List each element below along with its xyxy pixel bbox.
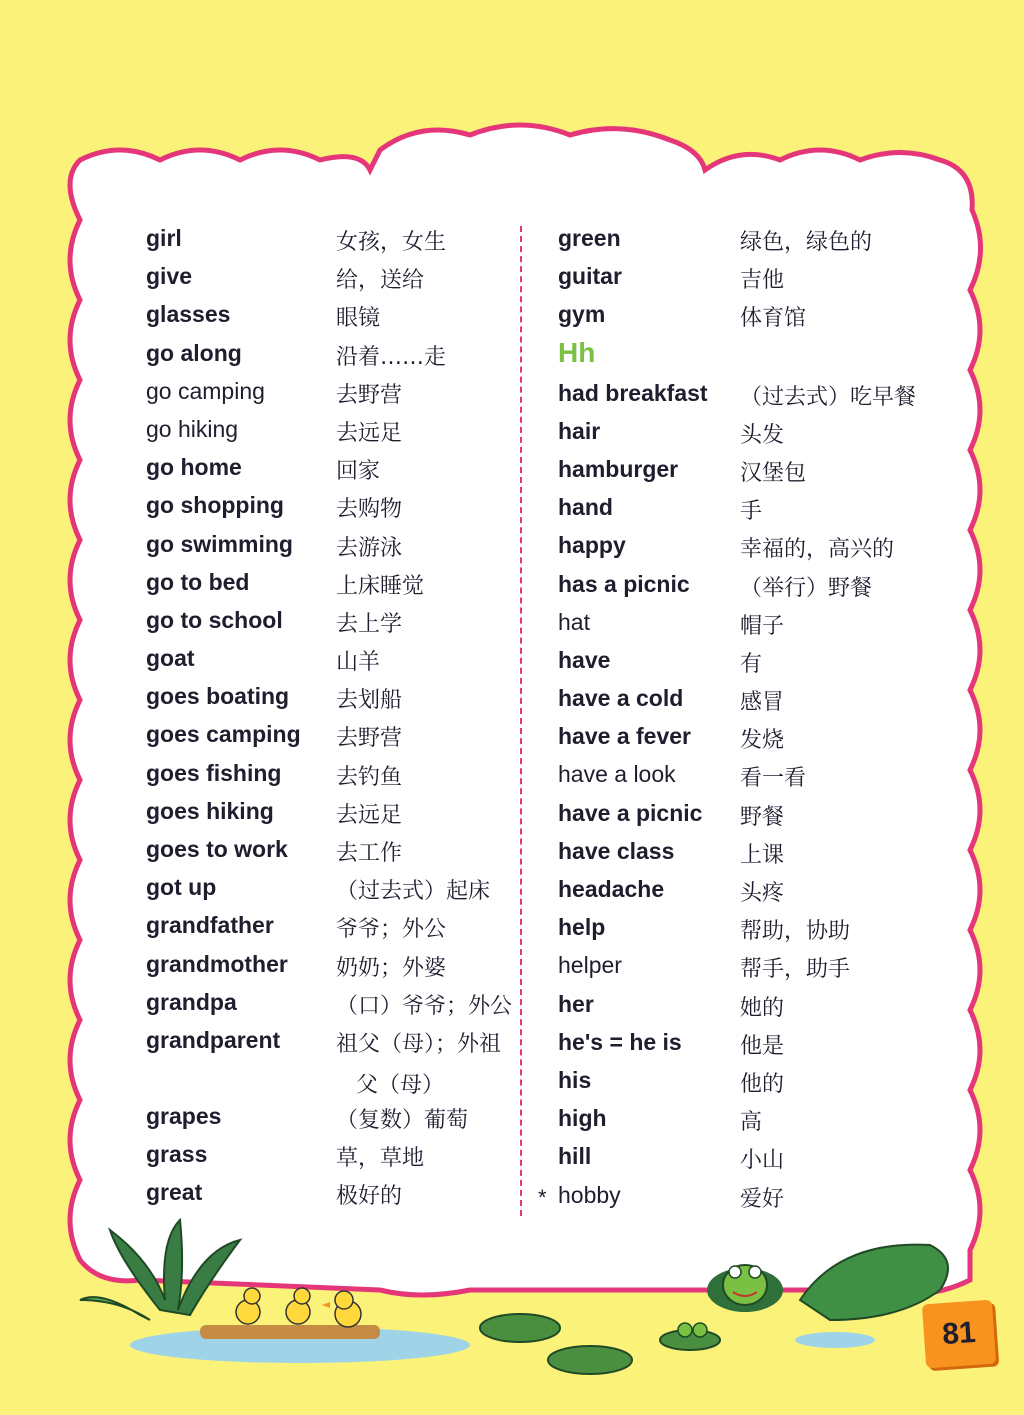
entry-english: happy <box>558 532 626 559</box>
entry-goes-fishing <box>146 755 506 793</box>
entry-great <box>146 1174 506 1212</box>
entry-have-a-cold <box>558 680 938 718</box>
entry-chinese: 帽子 <box>740 613 785 639</box>
right-word-column <box>538 220 938 1215</box>
entry-guitar <box>558 258 938 296</box>
entry-happy <box>558 527 938 565</box>
entry-chinese: 他是 <box>740 1033 785 1059</box>
ducks-illustration <box>130 1288 470 1363</box>
entry-gym <box>558 296 938 334</box>
entry-go-shopping <box>146 487 506 525</box>
entry-english: goes fishing <box>146 759 282 786</box>
entry-her <box>558 986 938 1024</box>
entry-english: have a fever <box>558 723 691 750</box>
entry-english: help <box>558 914 606 941</box>
entry-chinese: 小山 <box>740 1148 785 1174</box>
entry-chinese: 头发 <box>740 422 785 448</box>
entry-hand <box>558 489 938 527</box>
entry-goes-to-work <box>146 831 506 869</box>
entry-english: have a cold <box>558 685 684 712</box>
entry-hobby <box>538 1177 938 1215</box>
entry-english: helper <box>558 952 622 979</box>
entry-chinese: （过去式）起床 <box>336 879 491 905</box>
entry-english: headache <box>558 876 665 902</box>
entry-english: give <box>146 263 193 290</box>
entry-english: hamburger <box>558 455 679 482</box>
entry-chinese: 草，草地 <box>336 1146 425 1172</box>
entry-english: go along <box>146 339 242 366</box>
entry-english: goes to work <box>146 836 288 862</box>
entry-chinese: 去工作 <box>336 841 403 866</box>
entry-chinese: 去游泳 <box>336 535 403 561</box>
entry-chinese: （口）爷爷；外公 <box>336 993 513 1019</box>
entry-give <box>146 258 506 296</box>
entry-go-to-school <box>146 602 506 640</box>
entry-chinese-line1: 祖父（母）；外祖 <box>336 1031 502 1057</box>
entry-chinese: （复数）葡萄 <box>336 1107 469 1133</box>
entry-go-camping <box>146 373 506 411</box>
entry-english: goes camping <box>146 721 301 748</box>
entry-chinese: 去远足 <box>336 420 403 446</box>
entry-chinese: 帮手，助手 <box>740 957 851 983</box>
entry-go-swimming <box>146 526 506 564</box>
entry-got-up <box>146 869 506 907</box>
entry-hes <box>558 1024 938 1062</box>
entry-english: girl <box>146 225 182 251</box>
entry-chinese: 去上学 <box>336 611 403 637</box>
entry-chinese: 眼镜 <box>336 306 381 332</box>
entry-chinese: 去钓鱼 <box>336 764 403 790</box>
column-divider <box>520 226 522 1216</box>
entry-high <box>558 1100 938 1138</box>
entry-chinese: 回家 <box>336 459 381 485</box>
entry-help <box>558 909 938 947</box>
entry-english: go hiking <box>146 415 239 442</box>
entry-english: got up <box>146 874 217 901</box>
entry-hamburger <box>558 451 938 489</box>
entry-chinese: 手 <box>740 499 763 525</box>
entry-chinese: 绿色，绿色的 <box>740 230 873 255</box>
entry-headache <box>558 871 938 909</box>
entry-english: high <box>558 1105 607 1132</box>
entry-have-a-fever <box>558 718 938 756</box>
entry-english: hand <box>558 494 613 521</box>
entry-chinese: 去野营 <box>336 726 403 752</box>
entry-grandfather <box>146 907 506 945</box>
entry-english: have a picnic <box>558 799 703 826</box>
page-number: 81 <box>922 1300 996 1369</box>
entry-have-a-look <box>558 756 938 794</box>
entry-goes-boating <box>146 678 506 716</box>
entry-english: goes boating <box>146 683 290 710</box>
entry-chinese: 给，送给 <box>336 268 425 294</box>
entry-english: goes hiking <box>146 797 274 824</box>
entry-chinese: 体育馆 <box>740 306 807 332</box>
entry-english: glasses <box>146 301 231 328</box>
entry-had-breakfast <box>558 375 938 413</box>
entry-english: grapes <box>146 1102 222 1129</box>
entry-english: go to bed <box>146 568 250 595</box>
section-heading-text: Hh <box>558 336 596 368</box>
entry-chinese: 去购物 <box>336 497 403 523</box>
entry-english: grandfather <box>146 912 274 939</box>
entry-chinese: 头疼 <box>740 881 785 906</box>
entry-go-along <box>146 335 506 373</box>
entry-chinese: 高 <box>740 1110 763 1136</box>
entry-chinese: 去野营 <box>336 382 403 408</box>
entry-grandpa <box>146 984 513 1022</box>
entry-english: grass <box>146 1141 208 1168</box>
entry-helper <box>558 947 938 985</box>
entry-english: have class <box>558 837 675 864</box>
entry-chinese: 山羊 <box>336 650 381 676</box>
entry-english: goat <box>146 645 195 672</box>
entry-chinese <box>336 1027 501 1099</box>
entry-english: guitar <box>558 263 622 290</box>
entry-english: had breakfast <box>558 379 708 406</box>
entry-chinese: 发烧 <box>740 728 785 754</box>
entry-english: gym <box>558 301 606 328</box>
lily-pads-illustration <box>480 1314 720 1374</box>
entry-chinese: 感冒 <box>740 690 785 716</box>
entry-english: go home <box>146 454 242 481</box>
entry-grass <box>146 1136 506 1174</box>
entry-english: hill <box>558 1143 592 1170</box>
entry-chinese: 看一看 <box>740 766 807 792</box>
entry-chinese: 爱好 <box>740 1186 785 1212</box>
entry-chinese: 她的 <box>740 995 785 1021</box>
entry-english: great <box>146 1179 203 1206</box>
entry-hill <box>558 1138 938 1176</box>
entry-english: go to school <box>146 606 283 633</box>
entry-grandparent <box>146 1022 506 1098</box>
entry-chinese: 沿着……走 <box>336 344 447 370</box>
entry-his <box>558 1062 938 1100</box>
entry-chinese: 幸福的，高兴的 <box>740 537 895 563</box>
entry-english: grandparent <box>146 1026 281 1053</box>
entry-chinese: 上课 <box>740 842 785 868</box>
entry-have-class <box>558 833 938 871</box>
entry-chinese: 去远足 <box>336 802 403 828</box>
entry-have-a-picnic <box>558 795 938 833</box>
entry-goes-camping <box>146 716 506 754</box>
entry-chinese: 野餐 <box>740 804 785 830</box>
entry-chinese: （过去式）吃早餐 <box>740 384 917 410</box>
entry-grandmother <box>146 946 506 984</box>
entry-english: go camping <box>146 377 265 404</box>
entry-english: have <box>558 646 611 673</box>
entry-english: green <box>558 225 621 251</box>
entry-english: grandmother <box>146 950 288 977</box>
entry-go-to-bed <box>146 564 506 602</box>
entry-english: hat <box>558 608 590 635</box>
entry-chinese: 爷爷；外公 <box>336 917 447 943</box>
entry-goes-hiking <box>146 793 506 831</box>
entry-hat <box>558 604 938 642</box>
entry-english: go shopping <box>146 492 284 519</box>
entry-chinese: 上床睡觉 <box>336 573 425 599</box>
entry-english: hair <box>558 417 601 444</box>
entry-chinese: （举行）野餐 <box>740 575 873 601</box>
entry-english: he's = he is <box>558 1028 682 1055</box>
entry-go-home <box>146 449 506 487</box>
entry-english: his <box>558 1066 592 1093</box>
entry-chinese: 去划船 <box>336 688 403 714</box>
entry-chinese: 女孩，女生 <box>336 230 447 255</box>
entry-hair <box>558 413 938 451</box>
entry-english: go swimming <box>146 530 293 557</box>
entry-chinese: 有 <box>740 651 763 677</box>
entry-goat <box>146 640 506 678</box>
entry-english: her <box>558 990 594 1017</box>
entry-green <box>558 220 938 258</box>
entry-chinese: 帮助，协助 <box>740 919 851 945</box>
section-heading-h <box>558 335 938 375</box>
entry-chinese: 吉他 <box>740 268 785 294</box>
entry-has-a-picnic <box>558 566 938 604</box>
entry-english: has a picnic <box>558 570 690 597</box>
entry-chinese: 汉堡包 <box>740 460 807 486</box>
entry-chinese: 他的 <box>740 1071 785 1097</box>
left-word-column <box>146 220 513 1213</box>
entry-go-hiking <box>146 411 506 449</box>
entry-have <box>558 642 938 680</box>
star-icon: * <box>538 1184 547 1210</box>
entry-girl <box>146 220 506 258</box>
entry-grapes <box>146 1098 506 1136</box>
entry-glasses <box>146 296 506 334</box>
entry-chinese: 极好的 <box>336 1184 403 1210</box>
entry-english: grandpa <box>146 988 237 1015</box>
entry-english: have a look <box>558 761 676 788</box>
entry-chinese: 奶奶；外婆 <box>336 955 447 981</box>
entry-english: hobby <box>558 1181 621 1208</box>
entry-chinese-line2: 父（母） <box>356 1072 445 1098</box>
